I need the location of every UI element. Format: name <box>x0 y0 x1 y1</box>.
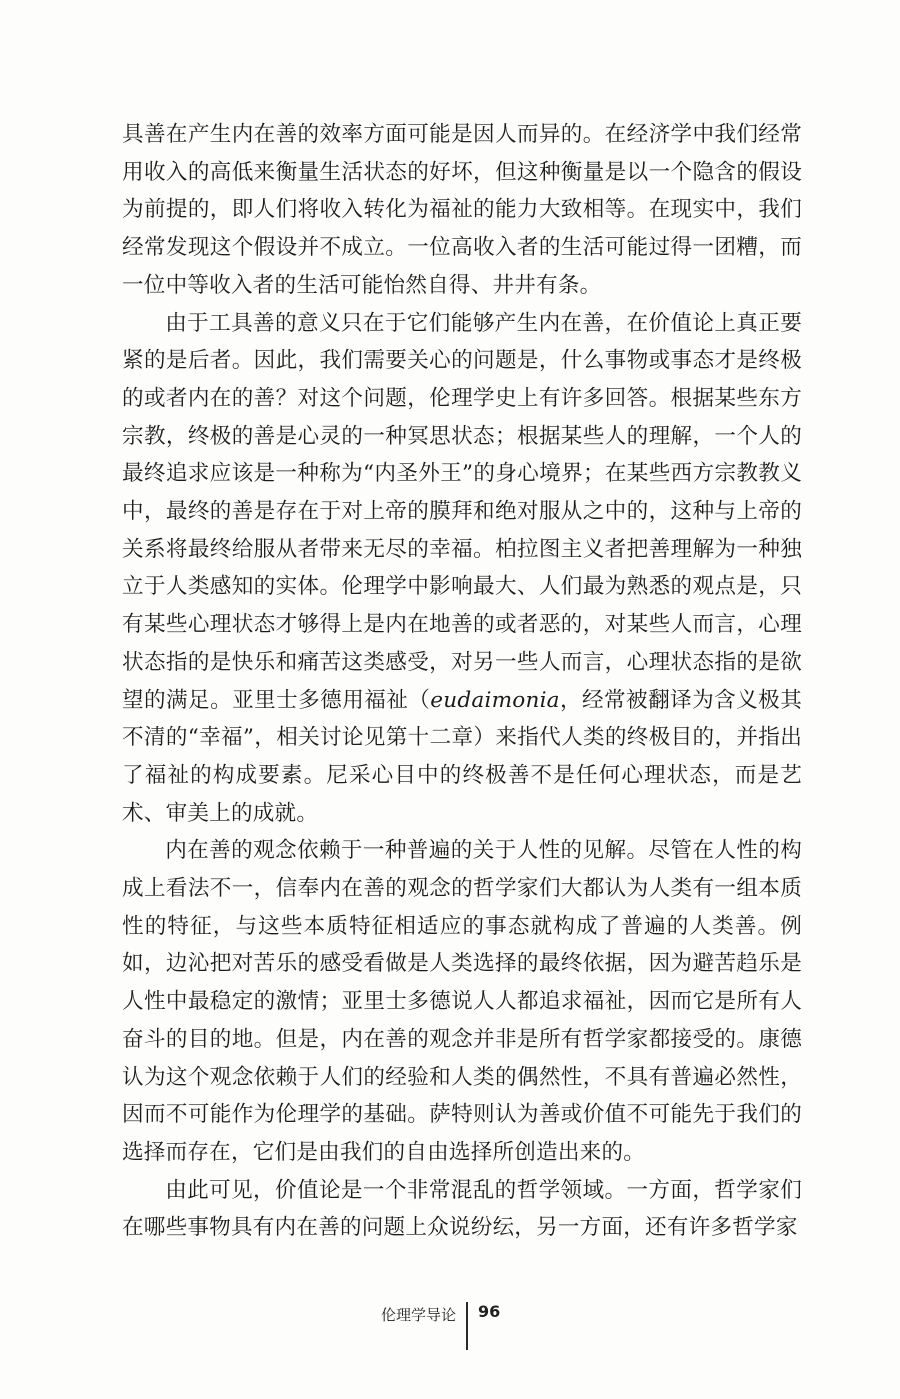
running-title: 伦理学导论 <box>380 1306 456 1324</box>
paragraph-text: ，经常被翻译为含义极其不清的“幸福”，相关讨论见第十二章）来指代人类的终极目的，并指出了福祉的构成要素。尼采心目中的终极善不是任何心理状态，而是艺术、审美上的成就。 <box>122 687 802 826</box>
paragraph-text: 由于工具善的意义只在于它们能够产生内在善，在价值论上真正要紧的是后者。因此，我们需要关心的问题是，什么事物或事态才是终极的或者内在的善？对这个问题，伦理学史上有许多回答。根据某些东方宗教，终极的善是心灵的一种冥思状态；根据某些人的理解，一个人的最终追求应该是一种称为“内圣外王”的身心境界；在某些西方宗教教义中，最终的善是存在于对上帝的膜拜和绝对服从之中的，这种与上帝的关系将最终给服从者带来无尽的幸福。柏拉图主义者把善理解为一种独立于人类感知的实体。伦理学中影响最大、人们最为熟悉的观点是，只有某些心理状态才够得上是内在地善的或者恶的，对某些人而言，心理状态指的是快乐和痛苦这类感受，对另一些人而言，心理状态指的是欲望的满足。亚里士多德用福祉（ <box>122 310 802 713</box>
paragraph-text: 由此可见，价值论是一个非常混乱的哲学领域。一方面，哲学家们在哪些事物具有内在善的问题上众说纷纭，另一方面，还有许多哲学家 <box>122 1177 802 1241</box>
paragraph-text: 具善在产生内在善的效率方面可能是因人而异的。在经济学中我们经常用收入的高低来衡量生活状态的好坏，但这种衡量是以一个隐含的假设为前提的，即人们将收入转化为福祉的能力大致相等。在现实中，我们经常发现这个假设并不成立。一位高收入者的生活可能过得一团糟，而一位中等收入者的生活可能怡然自得、井井有条。 <box>122 122 802 298</box>
paragraph <box>122 305 802 833</box>
page-number: 96 <box>478 1302 501 1321</box>
italic-term: eudaimonia <box>430 687 560 713</box>
footer-divider <box>466 1302 468 1350</box>
paragraph <box>122 116 802 305</box>
page-body <box>122 116 802 1247</box>
paragraph-text: 内在善的观念依赖于一种普遍的关于人性的见解。尽管在人性的构成上看法不一，信奉内在善的观念的哲学家们大都认为人类有一组本质性的特征，与这些本质特征相适应的事态就构成了普遍的人类善。例如，边沁把对苦乐的感受看做是人类选择的最终依据，因为避苦趋乐是人性中最稳定的激情；亚里士多德说人人都追求福祉，因而它是所有人奋斗的目的地。但是，内在善的观念并非是所有哲学家都接受的。康德认为这个观念依赖于人们的经验和人类的偶然性，不具有普遍必然性，因而不可能作为伦理学的基础。萨特则认为善或价值不可能先于我们的选择而存在，它们是由我们的自由选择所创造出来的。 <box>122 838 802 1165</box>
page-footer <box>0 1302 900 1352</box>
paragraph <box>122 832 802 1171</box>
paragraph <box>122 1172 802 1247</box>
